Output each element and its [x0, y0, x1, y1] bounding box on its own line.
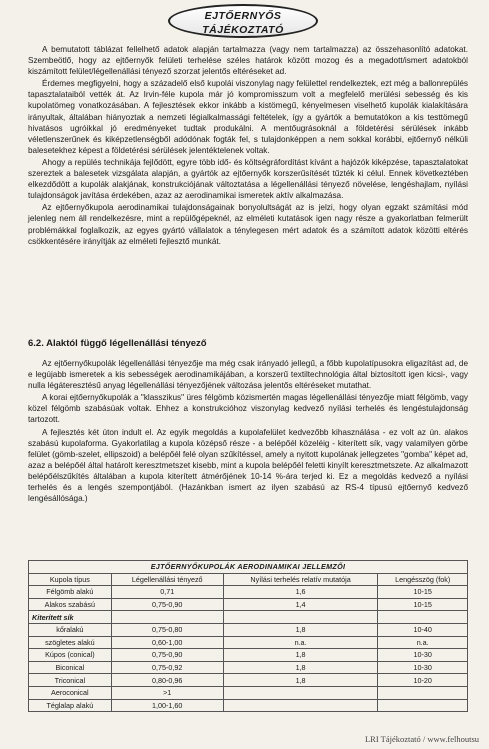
table-row	[29, 636, 468, 649]
paragraph: A bemutatott táblázat fellelhető adatok alapján tartalmazza (vagy nem tartalmazza) az összehasonlító adatokat. Szembeötlő, hogy az ejtőernyők felületi terhelése széles határok között mozog és a megadott/ismert adatokból kiszámított felület/légellenállási tényező szorzat jelentős eltéréseket ad.	[28, 45, 468, 77]
table-cell: 1,8	[223, 649, 378, 662]
table-cell: Alakos szabású	[29, 598, 112, 611]
table-row	[29, 586, 468, 599]
table-cell: 1,8	[223, 661, 378, 674]
paragraph: Az ejtőernyőkupolák légellenállási tényezője ma még csak irányadó jellegű, a főbb kupolatípusokra eligazítást ad, de e legújabb ismeretek a kis sebességek aerodinamikájában, a korszerű textiltechnológia által biztosított igen kicsi-, vagy nulla légáteresztésű anyag légellenállási tényezőjének változása jelentős eltéréseket mutathat.	[28, 359, 468, 391]
table-group-label: Kiterített sík	[29, 611, 112, 624]
table-cell: 1,6	[223, 586, 378, 599]
table-cell: 10-30	[378, 649, 468, 662]
table-cell	[111, 611, 223, 624]
page-footer: LRI Tájékoztató / www.felhoutsu	[364, 734, 479, 744]
table-cell: szögletes alakú	[29, 636, 112, 649]
table-cell: >1	[111, 686, 223, 699]
table-cell	[378, 699, 468, 712]
table-cell: kőralakú	[29, 623, 112, 636]
table-cell: 0,71	[111, 586, 223, 599]
table-cell: Kúpos (conical)	[29, 649, 112, 662]
table-cell: 10-30	[378, 661, 468, 674]
table-cell: n.a.	[378, 636, 468, 649]
table-header-row	[29, 573, 468, 586]
table-cell: 10-15	[378, 598, 468, 611]
table-header: Légellenállási tényező	[111, 573, 223, 586]
table-row	[29, 623, 468, 636]
table-row	[29, 686, 468, 699]
table-cell: 1,8	[223, 623, 378, 636]
table-cell	[223, 699, 378, 712]
publication-badge	[168, 4, 318, 38]
table-cell: 0,80-0,96	[111, 674, 223, 687]
table-cell: 0,75-0,80	[111, 623, 223, 636]
paragraph: Érdemes megfigyelni, hogy a századelő első kupolái viszonylag nagy felülettel rendelkeztek, ezt még a ballonrepülés tapasztalataiból vették át. Az Irvin-féle kupola már jó kompromisszum volt a megfelelő merülési sebesség és kis kupolatömeg vonatkozásában. A fejlesztések ekkor inkább a kistömegű, kényelmesen viselhető kupolák kialakítására irányultak, általában hiányoztak a nemzeti légialkalmassági feltételek, így a gyártók a bemutatókon a kis testtömegű hivatásos ugróikkal jó eredményeket tudtak produkálni. A mentőugrásoknál a földetérési sérülések inkább véletlenszerűnek és kiképzetlenségből adódónak fogták fel, s tulajdonképpen a nem sokkal korábbi, ejtőernyő nélküli balesetekhez képest a földetérési sérülések jelentéktelenek voltak.	[28, 79, 468, 155]
badge-line-1: EJTŐERNYŐS	[204, 10, 282, 22]
table-cell: Triconical	[29, 674, 112, 687]
table-caption: EJTŐERNYŐKUPOLÁK AERODINAMIKAI JELLEMZŐI	[29, 561, 468, 574]
table-header: Kupola típus	[29, 573, 112, 586]
paragraph: A korai ejtőernyőkupolák a "klasszikus" üres félgömb közismertén magas légellenállási tényezője miatt félgömb, vagy közel félgömb szabásúak voltak. Ehhez a konstrukcióhoz viszonylag kedvező nyílási terhelés és lengéstulajdonság tartozott.	[28, 393, 468, 425]
table-caption-row	[29, 561, 468, 574]
table-cell: Félgömb alakú	[29, 586, 112, 599]
table-cell: 10-20	[378, 674, 468, 687]
table-header: Lengésszög (fok)	[378, 573, 468, 586]
table-row	[29, 661, 468, 674]
table-cell: Aeroconical	[29, 686, 112, 699]
table-group-row	[29, 611, 468, 624]
table-cell: 1,8	[223, 674, 378, 687]
table-cell	[223, 686, 378, 699]
table-header: Nyílási terhelés relatív mutatója	[223, 573, 378, 586]
table-cell: 10-15	[378, 586, 468, 599]
table-cell: 0,75-0,90	[111, 649, 223, 662]
table-cell: Biconical	[29, 661, 112, 674]
table-row	[29, 598, 468, 611]
badge-line-2: TÁJÉKOZTATÓ	[202, 24, 284, 36]
paragraph: Ahogy a repülés technikája fejlődött, egyre több idő- és költségráfordítást kívánt a hajózók kiképzése, tapasztalatokat szereztek a balesetek vizsgálata alapján, a gyártók az ejtőernyők korszerűsítését tűzték ki célul. Ennek következtében elkezdődött a kupolák alakjának, konstrukciójának változtatása a légellenállási tényező növelése, lengéshajlam, nyílási tulajdonságok javítása érdekében, azaz az aerodinamikai ismeretek aktív alkalmazása.	[28, 157, 468, 201]
table-cell: 0,60-1,00	[111, 636, 223, 649]
table-row	[29, 649, 468, 662]
table-row	[29, 699, 468, 712]
table-cell	[378, 611, 468, 624]
table-cell: 1,00-1,60	[111, 699, 223, 712]
table-cell: 0,75-0,90	[111, 598, 223, 611]
table-cell: n.a.	[223, 636, 378, 649]
paragraph: A fejlesztés két úton indult el. Az egyik megoldás a kupolafelület kedvezőbb kihasználása - ez volt az ún. alakos szabású kupolaforma. Gyakorlatilag a kupola középső része - a belépőél közeléig - kiterített sík, vagy valamilyen görbe felület (gömb-szelet, ellipszoid) a belépőél felé olyan szűkítéssel, amely a nyitott kupolának jellegzetes "gomba" képet ad, azaz a belépőél által határolt keresztmetszet kisebb, mint a kupola belépőél feletti kinyílt keresztmetszete. Az alkalmazott belépőélszűkítés általában a kupola kiterített átmérőjének 10-14 %-ára terjed ki. Ez a megoldás kedvező a nyílási terhelés és a lengés szempontjából. (Hazánkban ismert az ilyen szabású az RS-4 típusú ejtőernyő kedvező lengésállósága.)	[28, 427, 468, 504]
table-cell	[378, 686, 468, 699]
table-row	[29, 674, 468, 687]
table-cell	[223, 611, 378, 624]
aerodynamics-table	[28, 560, 468, 712]
paragraph: Az ejtőernyőkupola aerodinamikai tulajdonságainak bonyolultságát az is jelzi, hogy olyan egzakt számítási mód jelenleg nem áll rendelkezésre, mint a repülőgépeknél, az elméleti kutatások igen nagy része a gyakorlatban felmerült problémákkal foglalkozik, az egyes gyártó vállalatok a ténylegesen mért adatok és a számított adatok közötti eltérés csökkentésére irányítják az elméleti fejlesztő munkát.	[28, 203, 468, 246]
section-heading: 6.2. Alaktól függő légellenállási tényező	[28, 338, 207, 349]
intro-text	[28, 44, 468, 248]
table-cell: 10-40	[378, 623, 468, 636]
table-cell: 1,4	[223, 598, 378, 611]
section-text	[28, 358, 468, 505]
table-cell: 0,75-0,92	[111, 661, 223, 674]
table-cell: Téglalap alakú	[29, 699, 112, 712]
